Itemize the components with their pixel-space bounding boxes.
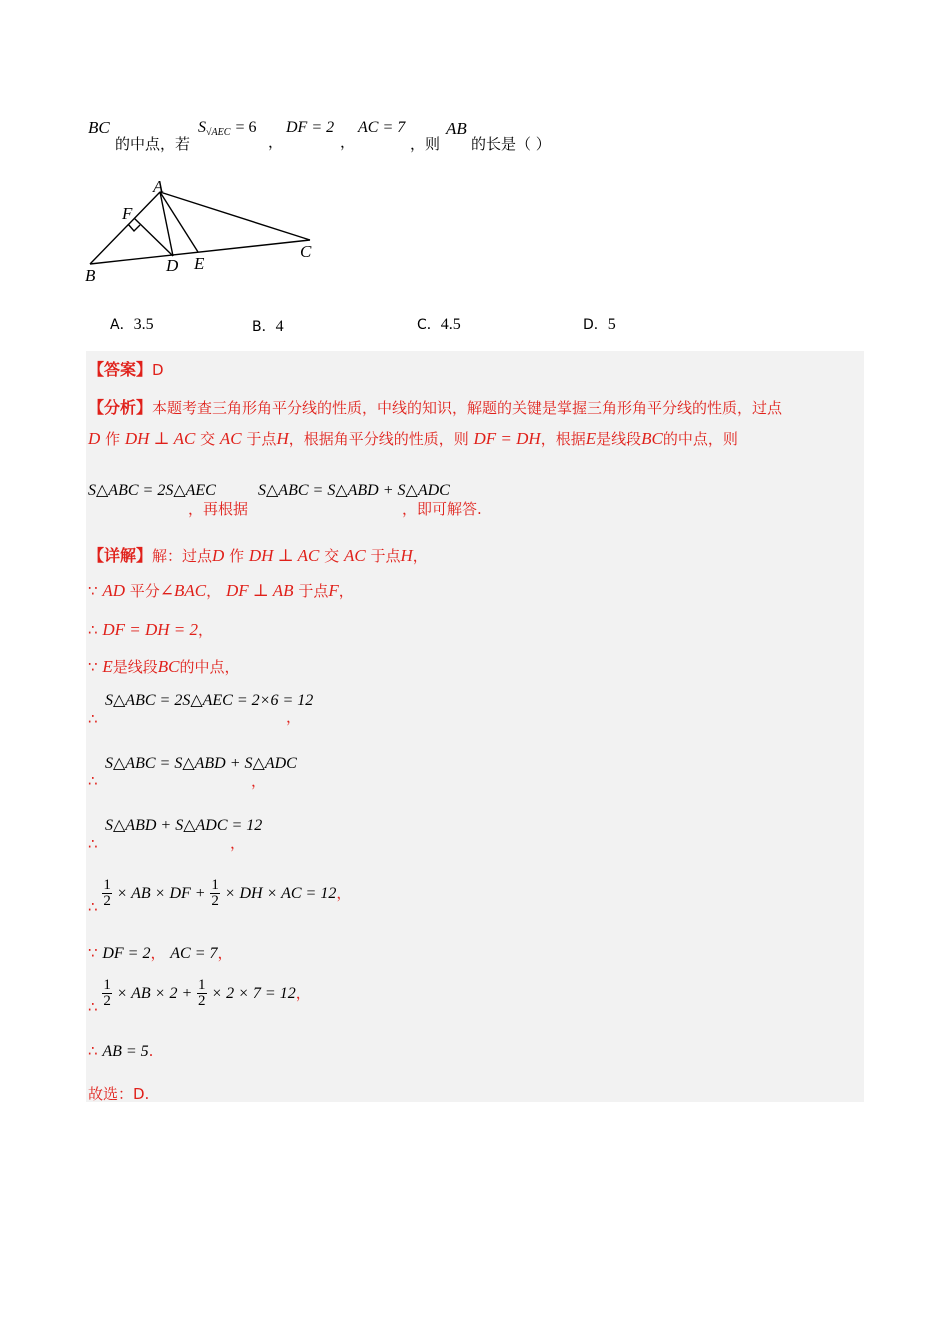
step-5-eq: S△ABC = 2S△AEC = 2×6 = 12	[105, 692, 314, 709]
analysis-line-2: D 作 DH ⊥ AC 交 AC 于点H，根据角平分线的性质，则 DF = DH，根据E是线段BC的中点，则	[88, 429, 738, 448]
option-c[interactable]: C．4.5	[417, 316, 461, 333]
q-t2: ，则	[410, 135, 441, 153]
q-t3: 的长是（ ）	[471, 135, 551, 153]
step-6-eq: S△ABC = S△ABD + S△ADC	[105, 755, 297, 772]
option-a[interactable]: A．3.5	[110, 316, 154, 333]
q-c2: ，	[340, 133, 356, 151]
detail-line-3: ∴ DF = DH = 2，	[88, 620, 214, 639]
therefore-6: ∴	[88, 772, 98, 790]
label-a: A	[153, 177, 164, 196]
detail-line-1: 【详解】解：过点D 作 DH ⊥ AC 交 AC 于点H，	[88, 546, 428, 565]
label-b: B	[85, 266, 96, 285]
detail-line-2: ∵ AD 平分∠BAC， DF ⊥ AB 于点F，	[88, 581, 354, 600]
step-9: ∵ DF = 2， AC = 7，	[88, 944, 233, 962]
q-t1: 的中点，若	[115, 135, 191, 153]
answer-value: D	[152, 361, 164, 379]
step-7-comma: ，	[230, 834, 246, 852]
q-area: $S_{√AEC} = 6$	[198, 119, 257, 138]
analysis-t1: ，再根据	[188, 500, 249, 518]
therefore-5: ∴	[88, 710, 98, 728]
q-ab: AB	[446, 119, 467, 138]
because-symbol: ∵	[88, 582, 98, 600]
fraction-half: $\frac{1}{2}$	[103, 877, 111, 909]
question-line	[88, 118, 110, 138]
answer-line	[88, 357, 164, 380]
therefore-symbol: ∴	[88, 621, 98, 639]
q-c1: ，	[268, 133, 284, 151]
step-8: ∴ $\frac{1}{2}$ × AB × DF + $\frac{1}{2}$ × DH × AC = 12，	[88, 877, 352, 916]
fraction-half: $\frac{1}{2}$	[103, 977, 111, 1009]
analysis-eq-1: S△ABC = 2S△AEC	[88, 482, 216, 499]
step-11: ∴ AB = 5.	[88, 1042, 154, 1060]
detail-line-4: ∵ E是线段BC的中点，	[88, 657, 240, 676]
fraction-half: $\frac{1}{2}$	[211, 877, 219, 909]
analysis-t2: ，即可解答.	[402, 500, 482, 518]
label-f: F	[122, 204, 133, 223]
q-ac: AC = 7	[358, 119, 406, 136]
option-b[interactable]: B．4	[252, 318, 284, 335]
question-text	[115, 133, 190, 154]
triangle-figure	[80, 170, 330, 290]
step-10: ∴ $\frac{1}{2}$ × AB × 2 + $\frac{1}{2}$ × 2 × 7 = 12，	[88, 977, 311, 1016]
analysis-eq-2: S△ABC = S△ABD + S△ADC	[258, 482, 450, 499]
label-d: D	[166, 256, 179, 275]
label-e: E	[194, 254, 205, 273]
therefore-7: ∴	[88, 835, 98, 853]
analysis-line-1: 【分析】本题考查三角形角平分线的性质，中线的知识，解题的关键是掌握三角形角平分线的性质，过点	[88, 398, 783, 417]
label-c: C	[300, 242, 312, 261]
final-choice: 故选：D.	[88, 1085, 150, 1103]
q-bc: BC	[88, 118, 110, 137]
step-6-comma: ，	[251, 772, 267, 790]
step-5-comma: ，	[286, 708, 302, 726]
answer-tag: 【答案】	[88, 360, 153, 379]
q-df: DF = 2	[286, 119, 335, 136]
step-7-eq: S△ABD + S△ADC = 12	[105, 817, 263, 834]
option-d[interactable]: D．5	[583, 316, 616, 333]
fraction-half: $\frac{1}{2}$	[198, 977, 206, 1009]
